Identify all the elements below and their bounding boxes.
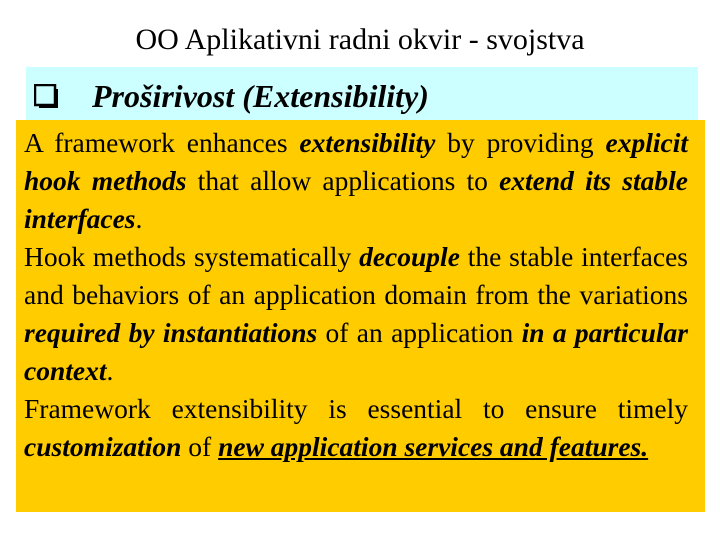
p1-emphasis-3: extend its stable interfaces	[24, 165, 688, 234]
paragraph-2	[24, 238, 688, 390]
paragraph-3	[24, 390, 688, 466]
p2-text-4: .	[106, 355, 114, 386]
p2-emphasis-3: in a particular context	[24, 317, 688, 386]
content-text	[24, 124, 688, 466]
section-heading: Proširivost (Extensibility)	[92, 78, 429, 114]
p1-emphasis-1: extensibility	[299, 127, 436, 158]
p3-text-1: Framework extensibility is essential to ensure timely	[24, 393, 688, 424]
p1-emphasis-2: explicit hook methods	[24, 127, 688, 196]
slide-title: OO Aplikativni radni okvir - svojstva	[135, 23, 585, 56]
p2-text-1: Hook methods systematically	[24, 241, 360, 272]
p2-text-3: of an application	[317, 317, 522, 348]
p2-text-2: the stable interfaces and behaviors of an application domain from the variations	[24, 241, 688, 310]
p3-text-2: of	[181, 431, 219, 462]
p3-underlined-emphasis: new application services and features.	[218, 431, 649, 462]
p1-text-3: that allow applications to	[186, 165, 500, 196]
p2-emphasis-2: required by instantiations	[24, 317, 318, 348]
p1-text-4: .	[135, 203, 143, 234]
p1-text-2: by providing	[435, 127, 606, 158]
p1-text-1: A framework enhances	[24, 127, 300, 158]
p3-emphasis-1: customization	[24, 431, 182, 462]
p2-emphasis-1: decouple	[359, 241, 460, 272]
paragraph-1	[24, 124, 688, 238]
square-bullet-icon	[34, 84, 58, 108]
